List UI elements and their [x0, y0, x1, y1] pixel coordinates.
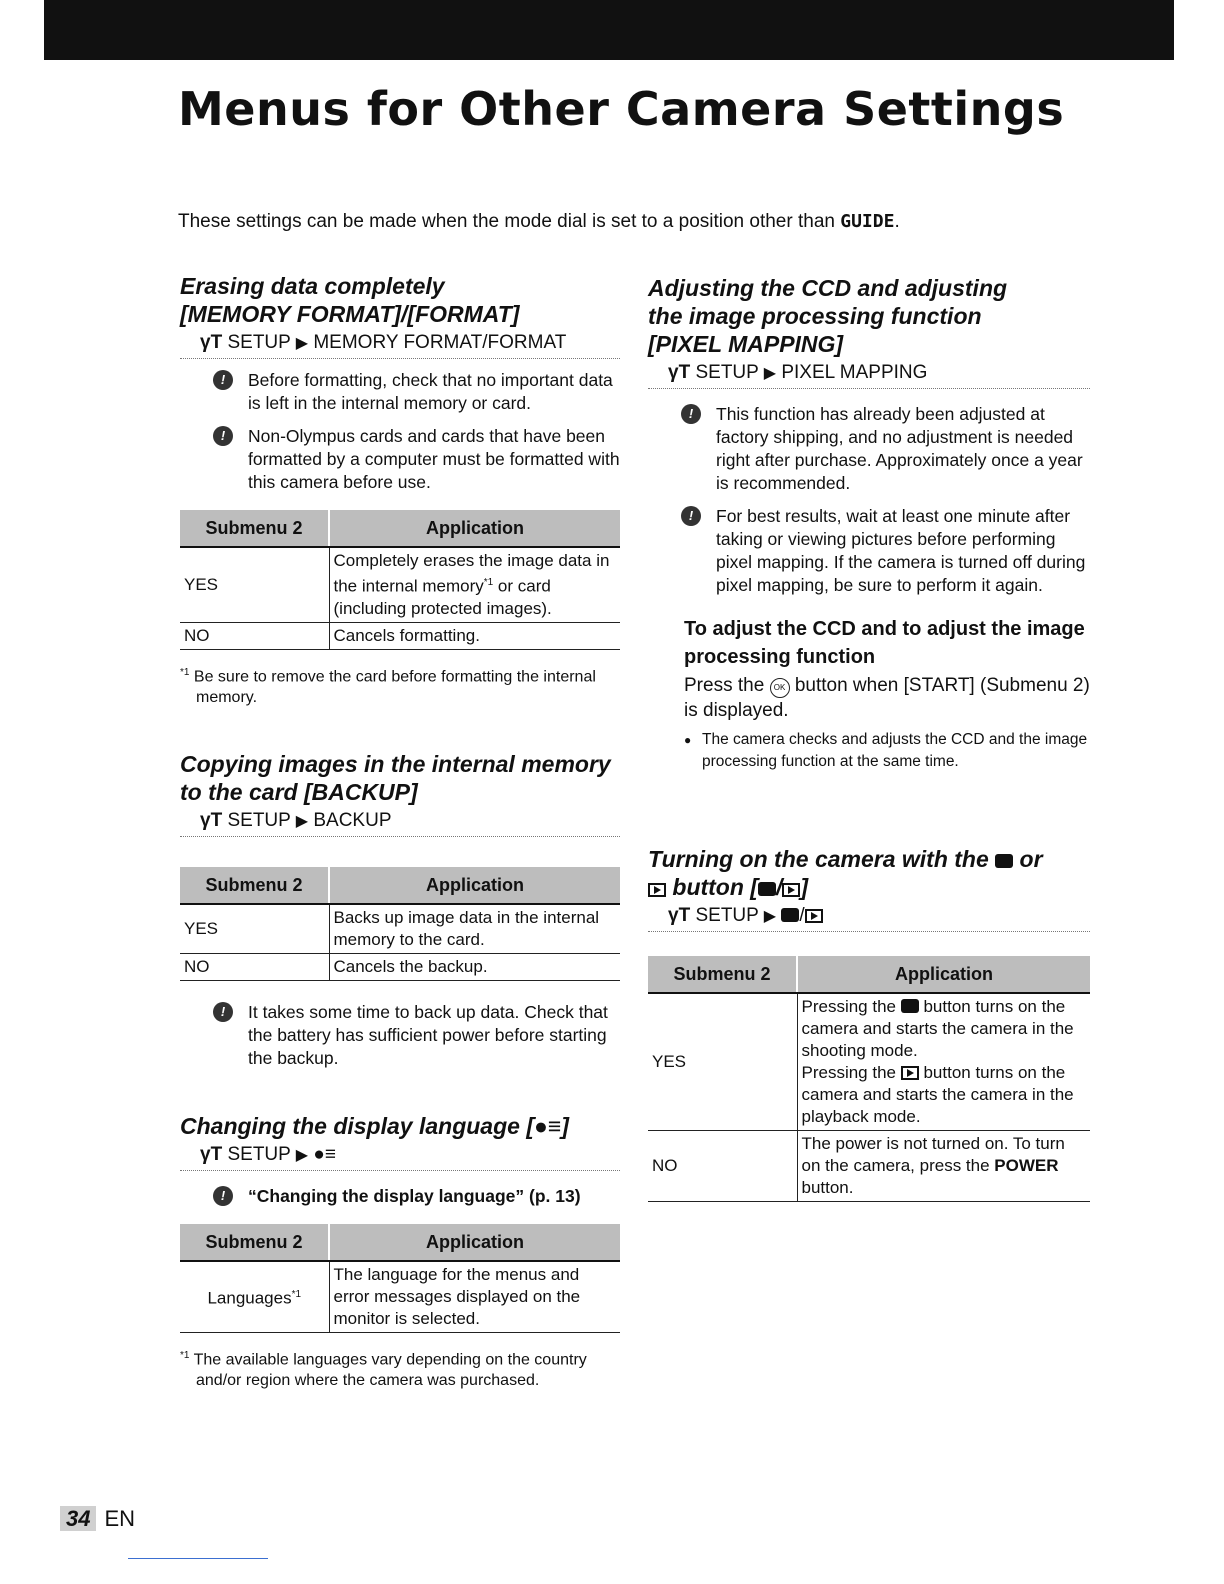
table-row: Languages$^{*1}$ The language for the menus and error messages displayed on the monitor is selected.: [180, 1261, 620, 1333]
top-header-bar: [44, 0, 1174, 60]
camera-icon: [758, 882, 776, 896]
power-on-table: [648, 956, 1090, 1202]
arrow-right-icon: ▶: [295, 335, 309, 352]
footer-divider: [128, 1558, 268, 1559]
note-icon: !: [213, 426, 233, 446]
backup-path: γT SETUP ▶ BACKUP: [180, 810, 620, 837]
setup-icon: γT: [200, 1144, 223, 1165]
memory-format-note-1: ! Before formatting, check that no important data is left in the internal memory or card.: [180, 369, 620, 415]
language-section: [180, 1112, 620, 1391]
arrow-right-icon: ▶: [295, 813, 309, 830]
memory-format-footnote: $^{*1}$ Be sure to remove the card before formatting the internal memory.: [180, 666, 596, 706]
memory-format-heading: Erasing data completely [MEMORY FORMAT]/[FORMAT]: [180, 273, 520, 327]
col-header-submenu2: Submenu 2: [180, 867, 329, 904]
setup-icon: γT: [200, 332, 223, 353]
pixel-mapping-bullet: ● The camera checks and adjusts the CCD and the image processing function at the same time.: [684, 729, 1090, 773]
table-row: YES Completely erases the image data in the internal memory$^{*1}$ or card (including protected images).: [180, 547, 620, 622]
arrow-right-icon: ▶: [295, 1147, 309, 1164]
power-on-heading: Turning on the camera with the or button [ / ]: [648, 846, 1043, 900]
col-header-application: Application: [329, 1224, 620, 1261]
pixel-mapping-subheading: To adjust the CCD and to adjust the image processing function: [684, 618, 1085, 668]
playback-icon: [901, 1066, 919, 1080]
page-title: Menus for Other Camera Settings: [178, 82, 1065, 136]
memory-format-table: [180, 510, 620, 650]
memory-format-note-2: ! Non-Olympus cards and cards that have been formatted by a computer must be formatted with this camera before use.: [180, 425, 620, 494]
table-row: NO Cancels the backup.: [180, 954, 620, 981]
col-header-application: Application: [329, 510, 620, 547]
note-icon: !: [681, 506, 701, 526]
table-row: NO The power is not turned on. To turn on the camera, press the POWER button.: [648, 1131, 1090, 1202]
table-row: YES Pressing the button turns on the camera and starts the camera in the shooting mode. Pressing the button turns on the camera and starts the camera in the playback mode.: [648, 993, 1090, 1131]
power-on-path: γT SETUP ▶ /: [648, 905, 1090, 932]
language-icon: ●≡: [533, 1113, 562, 1139]
playback-icon: [648, 883, 666, 897]
language-path: γT SETUP ▶ ●≡: [180, 1144, 620, 1171]
camera-icon: [781, 908, 799, 922]
pixel-mapping-instruction: Press the OK button when [START] (Submenu 2) is displayed.: [684, 675, 1090, 721]
camera-icon: [995, 854, 1013, 868]
memory-format-section: [180, 272, 620, 708]
backup-heading: Copying images in the internal memory to the card [BACKUP]: [180, 751, 611, 805]
col-header-application: Application: [329, 867, 620, 904]
playback-icon: [782, 883, 800, 897]
col-header-submenu2: Submenu 2: [648, 956, 797, 993]
backup-section: [180, 750, 620, 1070]
language-heading: Changing the display language [●≡]: [180, 1113, 569, 1139]
pixel-mapping-path: γT SETUP ▶ PIXEL MAPPING: [648, 362, 1090, 389]
table-row: YES Backs up image data in the internal memory to the card.: [180, 904, 620, 954]
language-table: [180, 1224, 620, 1333]
backup-table: [180, 867, 620, 981]
camera-icon: [901, 999, 919, 1013]
page-number: 34 EN: [60, 1506, 135, 1532]
pixel-mapping-heading: Adjusting the CCD and adjusting the image processing function [PIXEL MAPPING]: [648, 275, 1008, 357]
power-on-section: [648, 845, 1090, 1202]
pixel-mapping-section: [648, 274, 1090, 773]
setup-icon: γT: [200, 810, 223, 831]
ok-button-icon: OK: [770, 678, 790, 698]
pixel-mapping-note-1: ! This function has already been adjusted at factory shipping, and no adjustment is needed right after purchase. Approximately once a year is recommended.: [648, 403, 1090, 495]
col-header-application: Application: [797, 956, 1090, 993]
language-footnote: $^{*1}$ The available languages vary depending on the country and/or region where the camera was purchased.: [180, 1350, 587, 1390]
intro-text: These settings can be made when the mode dial is set to a position other than GUIDE.: [178, 211, 900, 232]
arrow-right-icon: ▶: [763, 908, 777, 925]
note-icon: !: [681, 404, 701, 424]
pixel-mapping-note-2: ! For best results, wait at least one minute after taking or viewing pictures before performing pixel mapping. If the camera is turned off during pixel mapping, be sure to perform it again.: [648, 505, 1090, 597]
note-icon: !: [213, 1002, 233, 1022]
col-header-submenu2: Submenu 2: [180, 510, 329, 547]
language-icon: ●≡: [313, 1144, 336, 1165]
note-icon: !: [213, 370, 233, 390]
playback-icon: [805, 909, 823, 923]
memory-format-path: γT SETUP ▶ MEMORY FORMAT/FORMAT: [180, 332, 620, 359]
note-icon: !: [213, 1186, 233, 1206]
table-row: NO Cancels formatting.: [180, 622, 620, 649]
language-note: ! “Changing the display language” (p. 13): [180, 1185, 620, 1208]
arrow-right-icon: ▶: [763, 365, 777, 382]
guide-keyword: GUIDE: [840, 211, 895, 232]
col-header-submenu2: Submenu 2: [180, 1224, 329, 1261]
setup-icon: γT: [668, 905, 691, 926]
backup-note: ! It takes some time to back up data. Check that the battery has sufficient power before starting the backup.: [180, 1001, 620, 1070]
setup-icon: γT: [668, 362, 691, 383]
